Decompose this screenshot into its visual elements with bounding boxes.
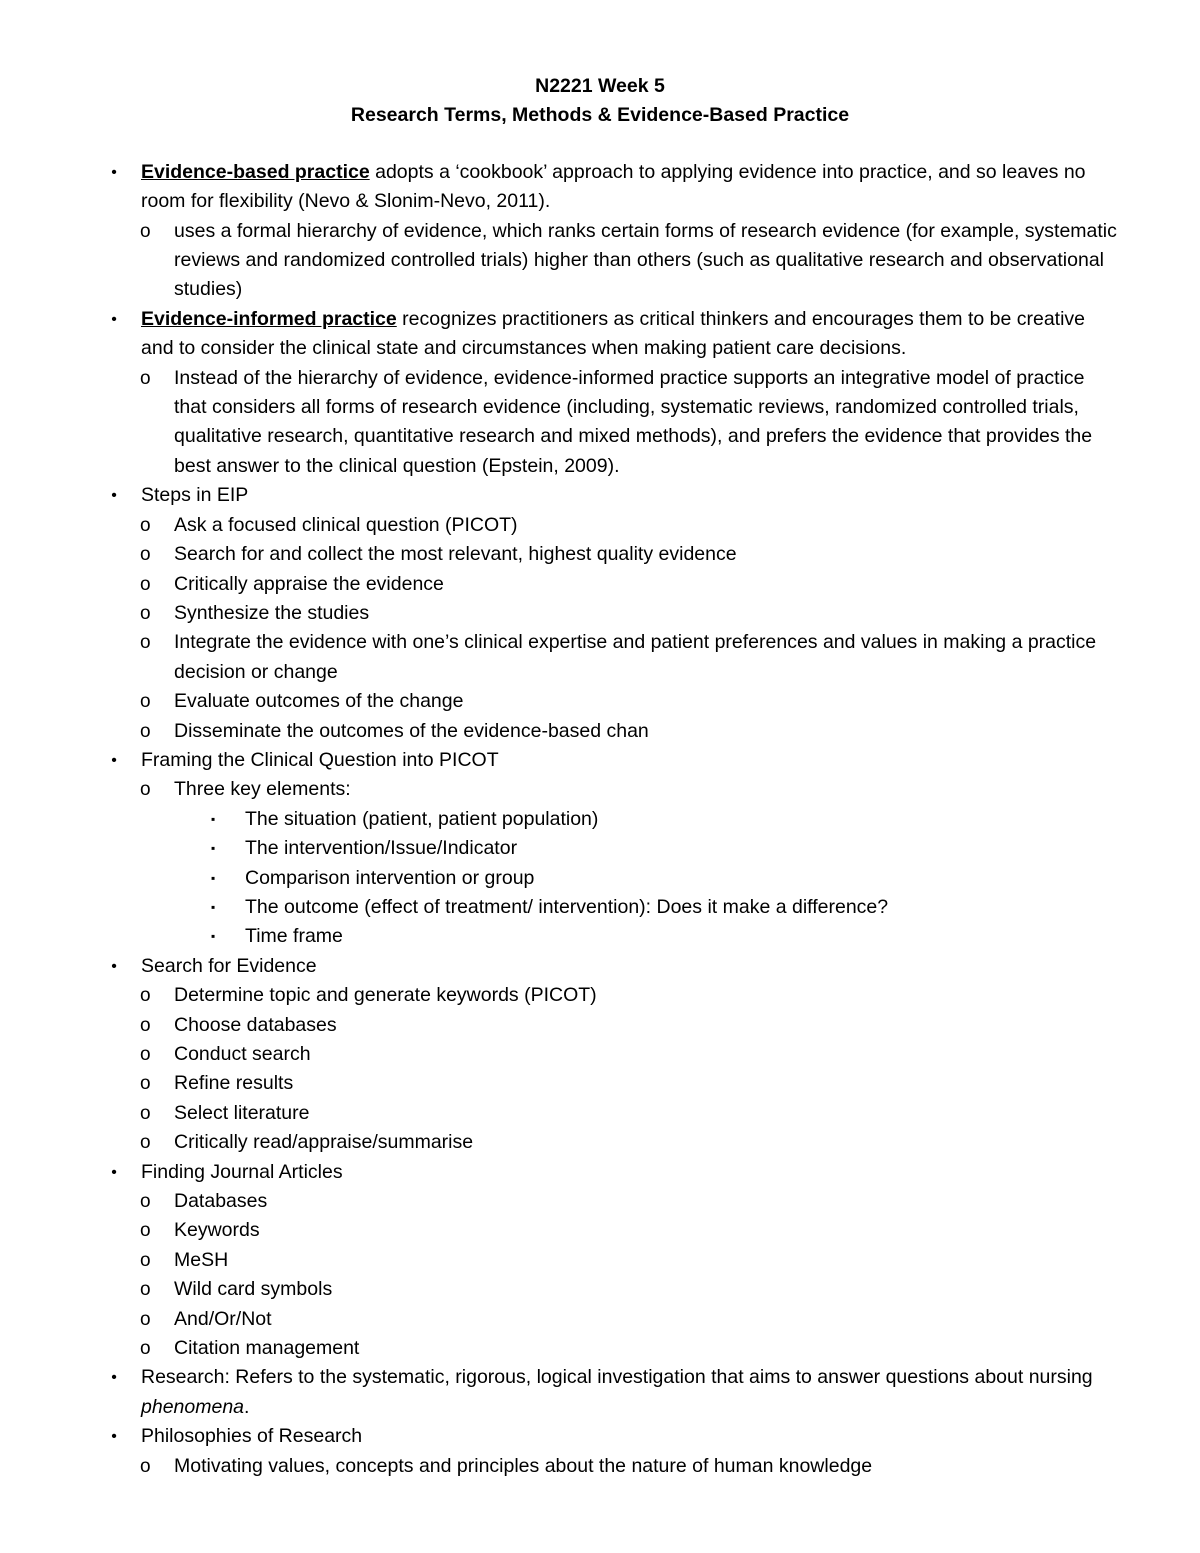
journal-item: MeSH [174,1248,229,1271]
list-subsubitem [104,834,1120,863]
search-step: Determine topic and generate keywords (PICOT) [174,984,597,1007]
list-subsubitem [104,893,1120,922]
search-step: Critically read/appraise/summarise [174,1131,474,1154]
step-text: Integrate the evidence with one’s clinical expertise and patient preferences and values in making a practice decision or change [174,631,1097,683]
journal-item: Citation management [174,1337,360,1360]
circle-bullet-icon: o [140,1073,151,1095]
bullet-icon: • [111,957,117,975]
circle-bullet-icon: o [140,1308,151,1330]
steps-label: Steps in EIP [141,484,249,507]
circle-bullet-icon: o [140,1279,151,1301]
circle-bullet-icon: o [140,720,151,742]
step-text: Search for and collect the most relevant, highest quality evidence [174,543,737,566]
circle-bullet-icon: o [140,632,151,654]
picot-element: Comparison intervention or group [245,866,535,889]
search-step: Refine results [174,1072,294,1095]
outline-list [104,158,1120,1481]
step-text: Evaluate outcomes of the change [174,690,464,713]
list-subitem [104,1305,1120,1334]
list-item-eip [104,305,1120,364]
journal-item: Keywords [174,1219,260,1242]
bullet-icon: • [111,1163,117,1181]
list-subitem [104,1334,1120,1363]
step-text: Synthesize the studies [174,601,370,624]
page-title: N2221 Week 5 [535,75,665,97]
eip-text: recognizes practitioners as critical thinkers and encourages them to be creative and to consider the clinical state and circumstances when making patient care decisions. [141,307,1086,360]
list-subitem [104,717,1120,746]
circle-bullet-icon: o [140,1220,151,1242]
research-text: Research: Refers to the systematic, rigorous, logical investigation that aims to answer questions about nursing [141,1366,1093,1389]
page-subtitle: Research Terms, Methods & Evidence-Based Practice [350,104,850,127]
circle-bullet-icon: o [140,1249,151,1271]
search-step: Conduct search [174,1043,311,1065]
circle-bullet-icon: o [140,1044,151,1065]
list-subitem [104,981,1120,1010]
list-subitem [104,540,1120,569]
square-bullet-icon: ▪ [211,811,216,826]
search-step: Choose databases [174,1013,337,1036]
search-label: Search for Evidence [141,954,317,977]
list-subitem [104,687,1120,716]
journal-item: And/Or/Not [174,1307,272,1330]
circle-bullet-icon: o [140,367,151,389]
list-item-ebp [104,158,1120,217]
list-subitem [104,217,1120,305]
circle-bullet-icon: o [140,691,151,713]
eip-sub-text: Instead of the hierarchy of evidence, evidence-informed practice supports an integrative model of practice that considers all forms of research evidence (including, systematic reviews, randomized controlled trials, qualitative research, quantitative research and mixed methods), and prefers the evidence that provides the best answer to the clinical question (Epstein, 2009). [174,366,1093,477]
list-subitem [104,1216,1120,1245]
step-text: Critically appraise the evidence [174,572,444,595]
picot-element: The outcome (effect of treatment/ intervention): Does it make a difference? [245,895,889,918]
square-bullet-icon: ▪ [211,899,216,914]
bullet-icon: • [111,487,117,505]
bullet-icon: • [111,163,117,181]
square-bullet-icon: ▪ [211,929,216,944]
list-subitem [104,511,1120,540]
list-subitem [104,1011,1120,1040]
list-subitem [104,599,1120,628]
list-subitem [104,364,1120,482]
circle-bullet-icon: o [140,602,151,624]
picot-element: Time frame [245,925,343,948]
circle-bullet-icon: o [140,1455,151,1477]
square-bullet-icon: ▪ [211,841,216,856]
step-text: Ask a focused clinical question (PICOT) [174,513,518,536]
research-italic: phenomena [141,1395,245,1418]
list-subitem [104,1040,1120,1069]
circle-bullet-icon: o [140,1191,151,1213]
circle-bullet-icon: o [140,220,151,242]
ebp-text: adopts a ‘cookbook’ approach to applying evidence into practice, and so leaves no room for flexibility (Nevo & Slonim-Nevo, 2011). [141,160,1086,213]
circle-bullet-icon: o [140,544,151,566]
list-item-philosophies [104,1422,1120,1451]
bullet-icon: • [111,751,117,769]
list-item-journal [104,1158,1120,1187]
list-subitem [104,1187,1120,1216]
circle-bullet-icon: o [140,985,151,1007]
research-end: . [244,1395,250,1418]
circle-bullet-icon: o [140,1014,151,1036]
picot-element: The intervention/Issue/Indicator [245,837,518,860]
picot-sub-text: Three key elements: [174,778,351,801]
journal-item: Wild card symbols [174,1278,333,1301]
list-subitem [104,570,1120,599]
square-bullet-icon: ▪ [211,870,216,885]
journal-item: Databases [174,1190,268,1213]
list-subitem [104,1275,1120,1304]
bullet-icon: • [111,310,117,328]
term-eip: Evidence-informed practice [141,307,397,330]
term-ebp: Evidence-based practice [141,160,370,183]
list-subsubitem [104,922,1120,951]
title-block [104,72,1120,131]
picot-element: The situation (patient, patient population) [245,807,599,830]
list-subitem [104,628,1120,687]
picot-label: Framing the Clinical Question into PICOT [141,748,499,771]
circle-bullet-icon: o [140,573,151,595]
philosophies-item: Motivating values, concepts and principles about the nature of human knowledge [174,1454,873,1477]
bullet-icon: • [111,1369,117,1387]
list-item-picot [104,746,1120,775]
list-item-search [104,952,1120,981]
list-subsubitem [104,864,1120,893]
circle-bullet-icon: o [140,779,151,801]
list-item-steps [104,481,1120,510]
journal-label: Finding Journal Articles [141,1160,343,1183]
philosophies-label: Philosophies of Research [141,1425,363,1448]
ebp-sub-text: uses a formal hierarchy of evidence, which ranks certain forms of research evidence (for example, systematic reviews and randomized controlled trials) higher than others (such as qualitative research and observational studies) [174,219,1117,301]
circle-bullet-icon: o [140,1338,151,1360]
list-subitem [104,1128,1120,1157]
list-subitem [104,1452,1120,1481]
search-step: Select literature [174,1101,310,1124]
list-subitem [104,1099,1120,1128]
step-text: Disseminate the outcomes of the evidence-based chan [174,719,649,742]
bullet-icon: • [111,1428,117,1446]
list-subitem [104,1246,1120,1275]
circle-bullet-icon: o [140,514,151,536]
circle-bullet-icon: o [140,1102,151,1124]
list-subitem [104,1069,1120,1098]
circle-bullet-icon: o [140,1132,151,1154]
list-item-research [104,1363,1120,1422]
list-subitem [104,775,1120,804]
list-subsubitem [104,805,1120,834]
